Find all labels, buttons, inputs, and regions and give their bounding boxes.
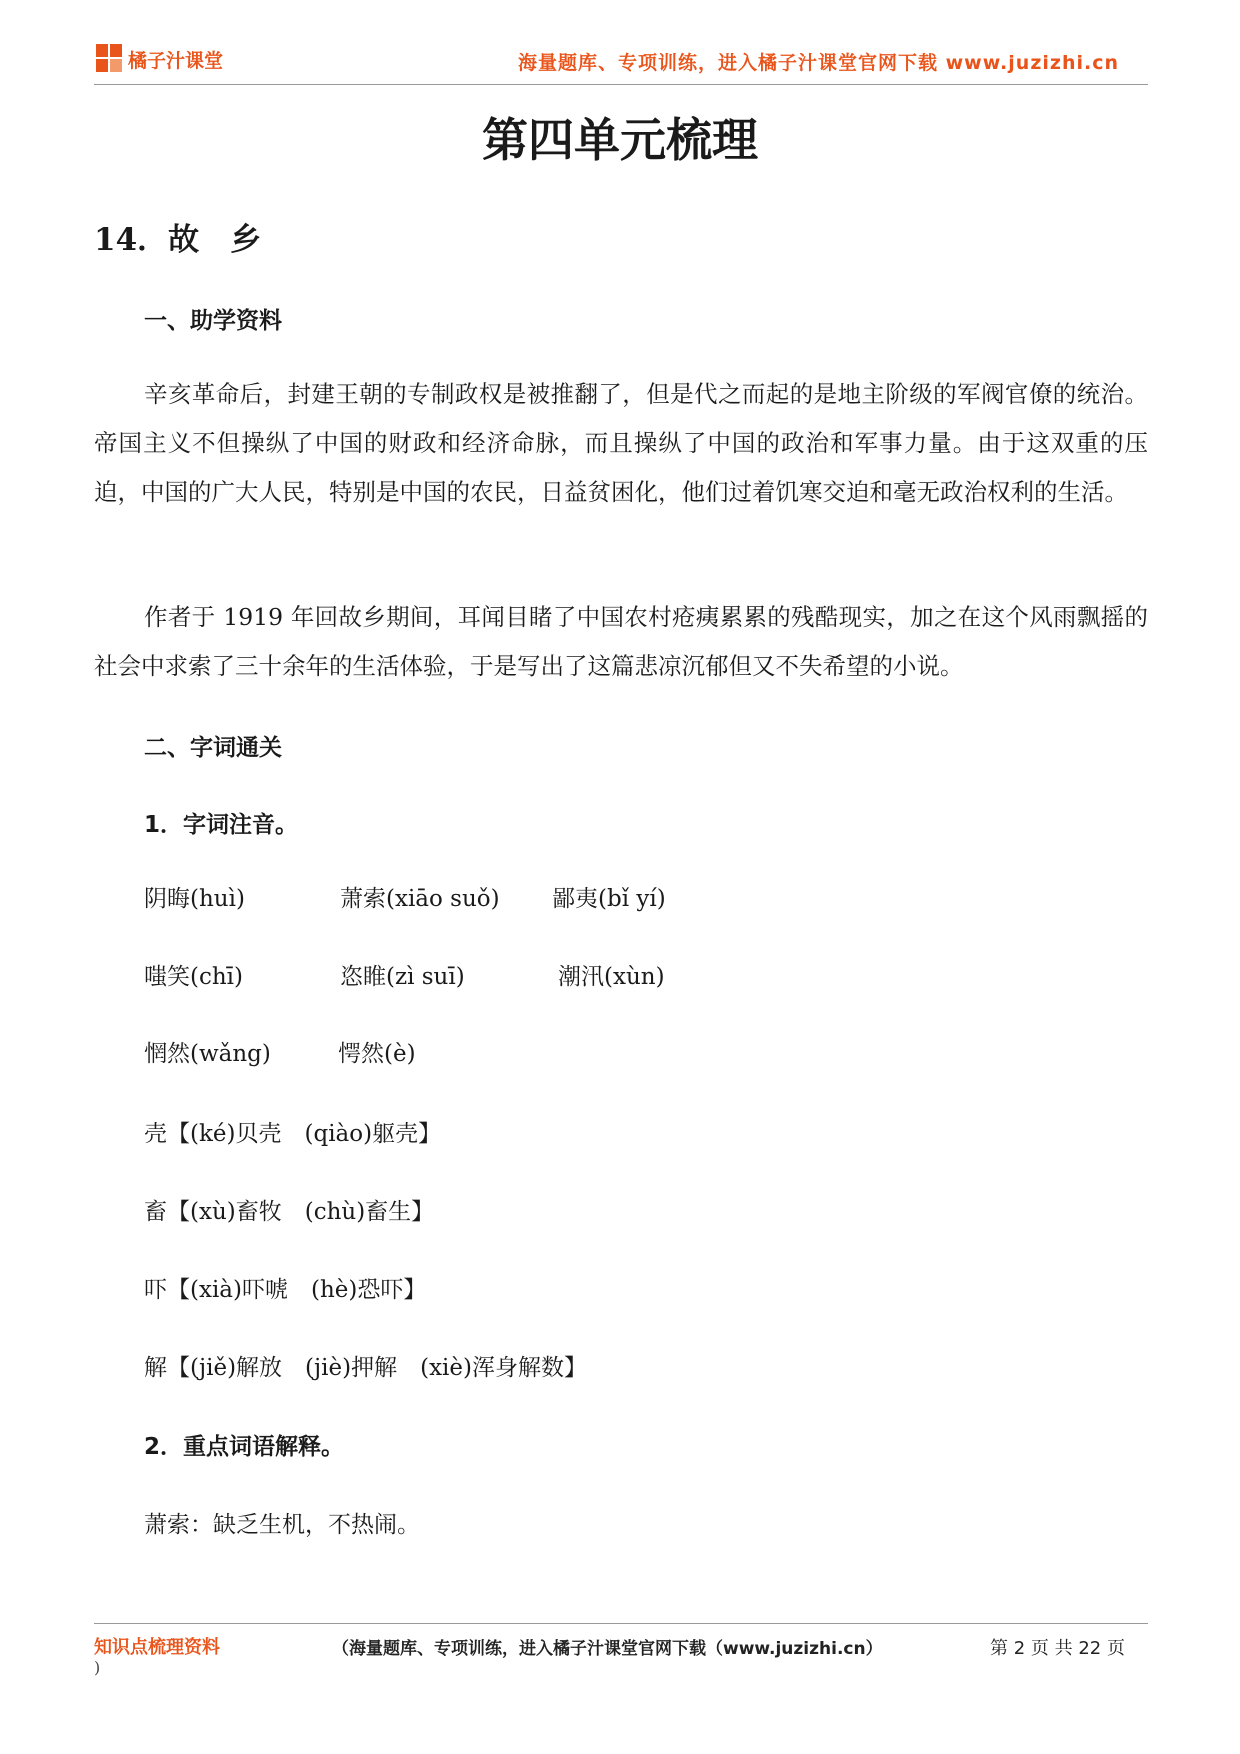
polyphone-item: 吓【(xià)吓唬 (hè)恐吓】: [144, 1277, 427, 1303]
footer-label: 知识点梳理资料: [94, 1637, 220, 1658]
pinyin-item: 阴晦(huì): [144, 886, 245, 912]
polyphone-item: 解【(jiě)解放 (jiè)押解 (xiè)浑身解数】: [144, 1355, 587, 1381]
page-title: 第四单元梳理: [482, 113, 758, 167]
paragraph-background: 辛亥革命后，封建王朝的专制政权是被推翻了，但是代之而起的是地主阶级的军阀官僚的统治。帝国主义不但操纵了中国的财政和经济命脉，而且操纵了中国的政治和军事力量。由于这双重的压迫，中国的广大人民，特别是中国的农民，日益贫困化，他们过着饥寒交迫和毫无政治权利的生活。: [94, 380, 1148, 506]
footer-slogan: （海量题库、专项训练，进入橘子汁课堂官网下载（www.juzizhi.cn）: [332, 1639, 883, 1659]
pinyin-item: 愕然(è): [338, 1041, 416, 1067]
footer-paren: ): [94, 1658, 101, 1677]
definition-item: 萧索：缺乏生机，不热闹。: [144, 1512, 420, 1538]
footer-divider: [94, 1623, 1148, 1624]
polyphone-item: 畜【(xù)畜牧 (chù)畜生】: [144, 1199, 435, 1225]
lesson-title: 14．故 乡: [94, 222, 262, 258]
pinyin-item: 潮汛(xùn): [558, 964, 665, 990]
brand-logo-icon: [96, 44, 122, 72]
pinyin-item: 嗤笑(chī): [144, 964, 243, 990]
page-number: 第 2 页 共 22 页: [990, 1638, 1125, 1659]
pinyin-item: 惘然(wǎng): [144, 1041, 271, 1067]
polyphone-item: 壳【(ké)贝壳 (qiào)躯壳】: [144, 1121, 442, 1147]
subheading-definitions: 2．重点词语解释。: [144, 1434, 345, 1460]
subheading-pinyin: 1．字词注音。: [144, 812, 299, 838]
pinyin-item: 恣睢(zì suī): [340, 964, 465, 990]
section-heading-reference: 一、助学资料: [144, 308, 282, 334]
pinyin-item: 萧索(xiāo suǒ): [340, 886, 500, 912]
paragraph-author: 作者于 1919 年回故乡期间，耳闻目睹了中国农村疮痍累累的残酷现实，加之在这个风雨飘摇的社会中求索了三十余年的生活体验，于是写出了这篇悲凉沉郁但又不失希望的小说。: [94, 603, 1148, 680]
brand-name: 橘子汁课堂: [128, 50, 224, 72]
header-divider: [94, 84, 1148, 85]
header-slogan: 海量题库、专项训练，进入橘子汁课堂官网下载 www.juzizhi.cn: [518, 52, 1119, 74]
section-heading-vocabulary: 二、字词通关: [144, 735, 282, 761]
pinyin-item: 鄙夷(bǐ yí): [552, 886, 666, 912]
